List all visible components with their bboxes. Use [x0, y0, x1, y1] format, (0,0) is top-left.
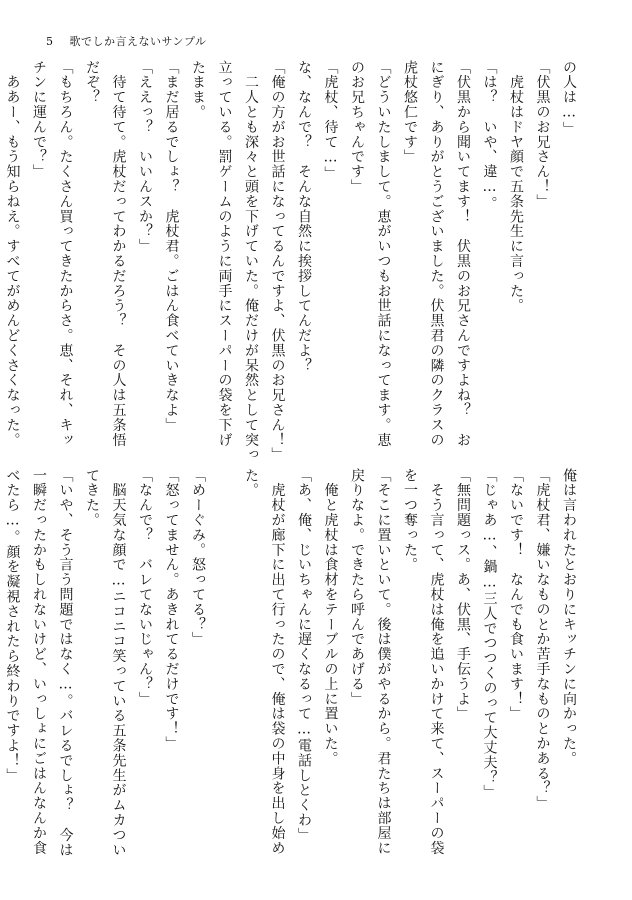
text-line: 「まだ居るでしょ？ 虎杖君。ごはん食べていきなよ」	[163, 60, 180, 433]
text-line: 「めーぐみ。怒ってる？」	[190, 468, 206, 647]
text-line: てきた。	[84, 468, 100, 528]
text-line: を一つ奪った。	[402, 468, 418, 573]
text-line: ああー、もう知らねえ。すべてがめんどくさくなった。	[4, 60, 21, 448]
text-line: チンに運んで？」	[31, 60, 47, 180]
text-line: 脳天気な顔で…ニコニコ笑っている五条先生がムカつい	[110, 468, 127, 858]
text-line: 「いや、そう言う問題ではなく…。バレるでしょ？ 今は	[57, 468, 74, 858]
text-line: 戻りなよ。できたら呼んであげる」	[349, 468, 365, 707]
text-line: 虎杖が廊下に出て行ったので、俺は袋の中身を出し始め	[269, 468, 286, 856]
text-line: そう言って、虎杖は俺を追いかけて来て、スーパーの袋	[428, 468, 445, 856]
text-line: の人は…」	[561, 60, 577, 137]
text-line: 「は？ いや、違…。	[481, 60, 498, 211]
page-title: 歌でしか言えないサンプル	[69, 35, 207, 48]
text-line: 「伏黒から聞いてます！ 伏黒のお兄さんですよね？ お	[455, 60, 471, 448]
text-line: 「伏黒のお兄さん！」	[534, 60, 551, 209]
text-line: 「虎杖君、嫌いなものとか苦手なものとかある？」	[534, 468, 551, 811]
text-line: のお兄ちゃんです」	[349, 60, 365, 195]
text-line: 「俺の方がお世話になってるんですよ、伏黒のお兄さん！」	[269, 60, 286, 463]
text-line: 「虎杖、待て…」	[322, 60, 339, 182]
text-line: だぞ？	[84, 60, 100, 105]
text-line: 「そこに置いといて。後は僕がやるから。君たちは部屋に	[375, 468, 392, 856]
text-line	[211, 468, 238, 853]
text-line: 「あ、俺、じいちゃんに遅くなるって…電話しとくわ」	[296, 468, 312, 843]
text-line: 待て待て。虎杖だってわかるだろう？ その人は五条悟	[110, 60, 127, 448]
text-line: 二人とも深々と頭を下げていた。俺だけが呆然として突っ	[243, 60, 259, 463]
text-line: 立っている。罰ゲームのように両手にスーパーの袋を下げ	[216, 60, 233, 448]
text-line: 「無問題っス。あ、伏黒、手伝うよ」	[455, 468, 471, 722]
text-line: 俺は言われたとおりにキッチンに向かった。	[561, 468, 577, 766]
text-line: 一瞬だったかもしれないけど、いっしょにごはんなんか食	[31, 468, 47, 856]
text-line: べたら…。顔を凝視されたら終わりですよ！」	[4, 468, 21, 783]
text-line: た。	[243, 468, 259, 498]
text-line: 俺と虎杖は食材をテーブルの上に置いた。	[322, 468, 339, 766]
text-line: 「どういたしまして。恵がいつもお世話になってます。恵	[375, 60, 392, 448]
text-line: 「なんで？ バレてないじゃん？」	[137, 468, 153, 707]
lower-text-block	[4, 468, 582, 858]
text-line: にぎり、ありがとうございました。伏黒君の隣のクラスの	[428, 60, 445, 448]
text-line: 「じゃあ…、鍋…三人でつつくのって大丈夫？」	[481, 468, 498, 800]
text-line: 「ええっ？ いいんスか？」	[137, 60, 153, 254]
text-line: な、なんで？ そんな自然に挨拶してんだよ？	[296, 60, 312, 373]
text-line: 虎杖悠仁です」	[402, 60, 418, 165]
text-line: 「ないです！ なんでも食います！」	[508, 468, 524, 722]
text-line: 「もちろん。たくさん買ってきたからさ。恵、それ、キッ	[57, 60, 74, 448]
page-header	[46, 33, 207, 49]
text-line: 「怒ってません。あきれてるだけです！」	[163, 468, 180, 752]
page-number: 5	[46, 35, 54, 48]
upper-text-block	[4, 60, 582, 463]
text-line: たまま。	[190, 60, 206, 120]
text-line: 虎杖はドヤ顔で五条先生に言った。	[508, 60, 524, 314]
